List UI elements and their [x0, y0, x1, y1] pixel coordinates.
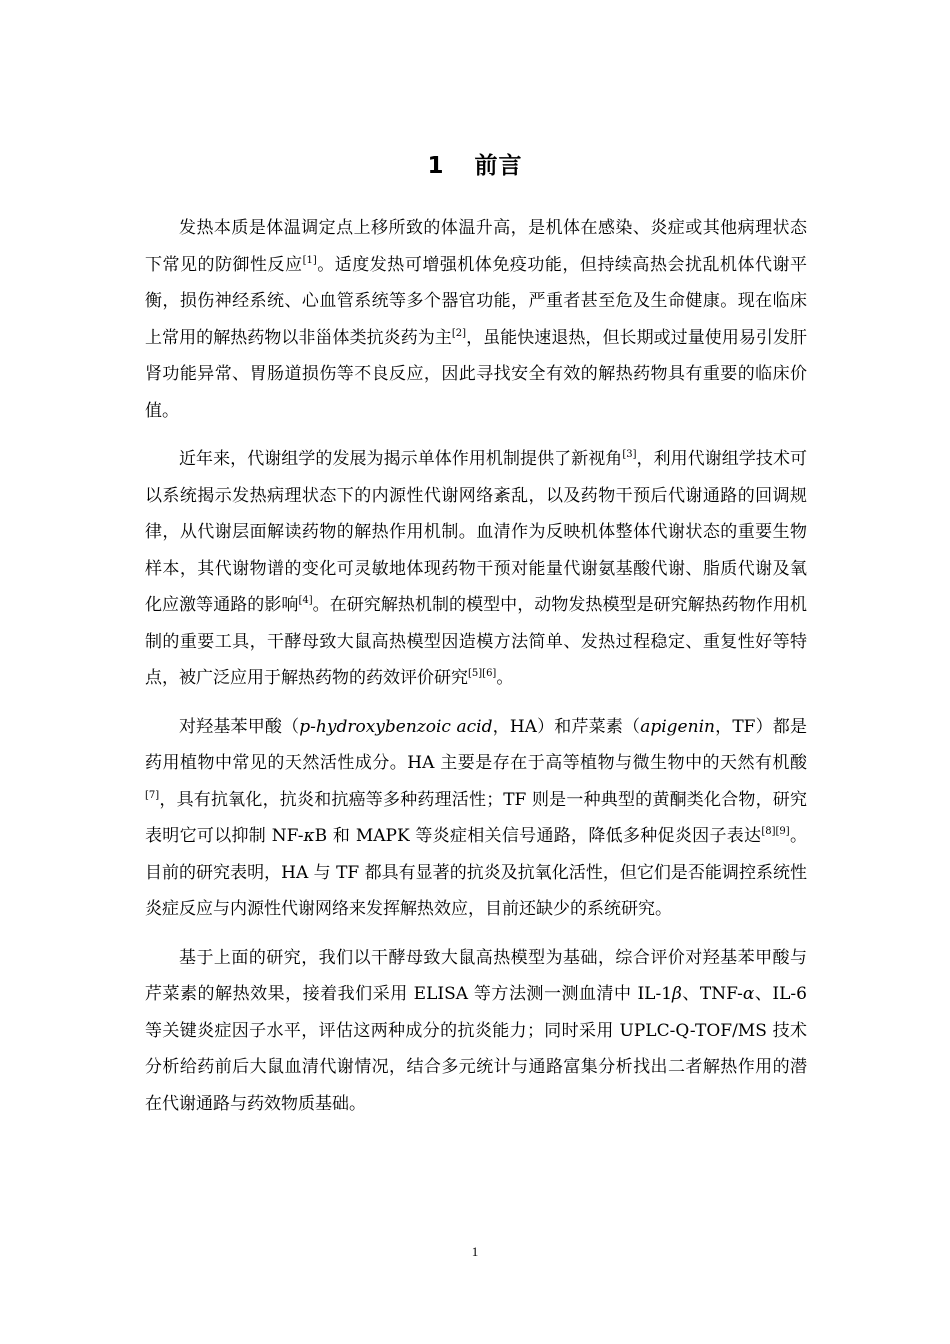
text-run: 。 — [496, 668, 514, 688]
paragraph — [145, 441, 807, 697]
paragraph — [145, 940, 807, 1123]
citation-ref: [4] — [298, 595, 313, 606]
text-run: 对羟基苯甲酸（ — [179, 716, 300, 737]
text-run: ，虽能快速退热，但长期或过量使用易引发肝肾功能异常、胃肠道损伤等不良反应，因此寻找安全有效的解热药物具有重要的临床价值。 — [145, 327, 808, 421]
text-run: 、IL-6 等关键炎症因子水平，评估这两种成分的抗炎能力；同时采用 UPLC-Q-TOF/MS 技术分析给药前后大鼠血清代谢情况，结合多元统计与通路富集分析找出二者解热作用的潜在代谢通路与药效物质基础。 — [145, 984, 807, 1114]
italic-term: β — [672, 984, 682, 1004]
text-run: 。适度发热可增强机体免疫功能，但持续高热会扰乱机体代谢平衡，损伤神经系统、心血管系统等多个器官功能，严重者甚至危及生命健康。现在临床上常用的解热药物以非甾体类抗炎药为主 — [145, 254, 808, 348]
text-run: 近年来，代谢组学的发展为揭示单体作用机制提供了新视角 — [179, 449, 623, 469]
body-text — [145, 210, 807, 1122]
text-run: B 和 MAPK 等炎症相关信号通路，降低多种促炎因子表达 — [314, 826, 762, 846]
italic-term: p-hydroxybenzoic acid — [299, 716, 493, 737]
citation-ref: [5][6] — [468, 668, 497, 679]
text-run: 。目前的研究表明，HA 与 TF 都具有显著的抗炎及抗氧化活性，但它们是否能调控系统性炎症反应与内源性代谢网络来发挥解热效应，目前还缺少的系统研究。 — [145, 826, 808, 919]
citation-ref: [2] — [451, 327, 467, 339]
text-run: ，TF）都是药用植物中常见的天然活性成分。HA 主要是存在于高等植物与微生物中的天然有机酸 — [145, 716, 807, 773]
text-run: ，HA）和芹菜素（ — [492, 716, 641, 737]
paragraph — [145, 709, 807, 928]
italic-term: α — [742, 984, 755, 1004]
italic-term: apigenin — [640, 716, 715, 737]
text-run: ，利用代谢组学技术可以系统揭示发热病理状态下的内源性代谢网络紊乱，以及药物干预后代谢通路的回调规律，从代谢层面解读药物的解热作用机制。血清作为反映机体整体代谢状态的重要生物样本，其代谢物谱的变化可灵敏地体现药物干预对能量代谢氨基酸代谢、脂质代谢及氧化应激等通路的影响 — [145, 449, 808, 615]
citation-ref: [7] — [145, 789, 160, 801]
citation-ref: [3] — [622, 449, 637, 460]
section-title: 前言 — [474, 153, 523, 179]
text-run: 、TNF- — [681, 984, 743, 1004]
citation-ref: [8][9] — [761, 826, 790, 837]
section-number: 1 — [427, 153, 445, 179]
paragraph — [145, 210, 807, 429]
italic-term: κ — [303, 826, 315, 846]
citation-ref: [1] — [302, 254, 317, 266]
text-run: ，具有抗氧化，抗炎和抗癌等多种药理活性；TF 则是一种典型的黄酮类化合物，研究表明它可以抑制 NF- — [145, 789, 807, 846]
section-heading — [0, 146, 950, 186]
page-number: 1 — [471, 1244, 479, 1259]
text-run: 基于上面的研究，我们以干酵母致大鼠高热模型为基础，综合评价对羟基苯甲酸与芹菜素的解热效果，接着我们采用 ELISA 等方法测一测血清中 IL-1 — [145, 947, 807, 1004]
text-run: 。在研究解热机制的模型中，动物发热模型是研究解热药物作用机制的重要工具，干酵母致大鼠高热模型因造模方法简单、发热过程稳定、重复性好等特点，被广泛应用于解热药物的药效评价研究 — [145, 595, 808, 688]
text-run: 发热本质是体温调定点上移所致的体温升高，是机体在感染、炎症或其他病理状态下常见的防御性反应 — [145, 218, 807, 275]
